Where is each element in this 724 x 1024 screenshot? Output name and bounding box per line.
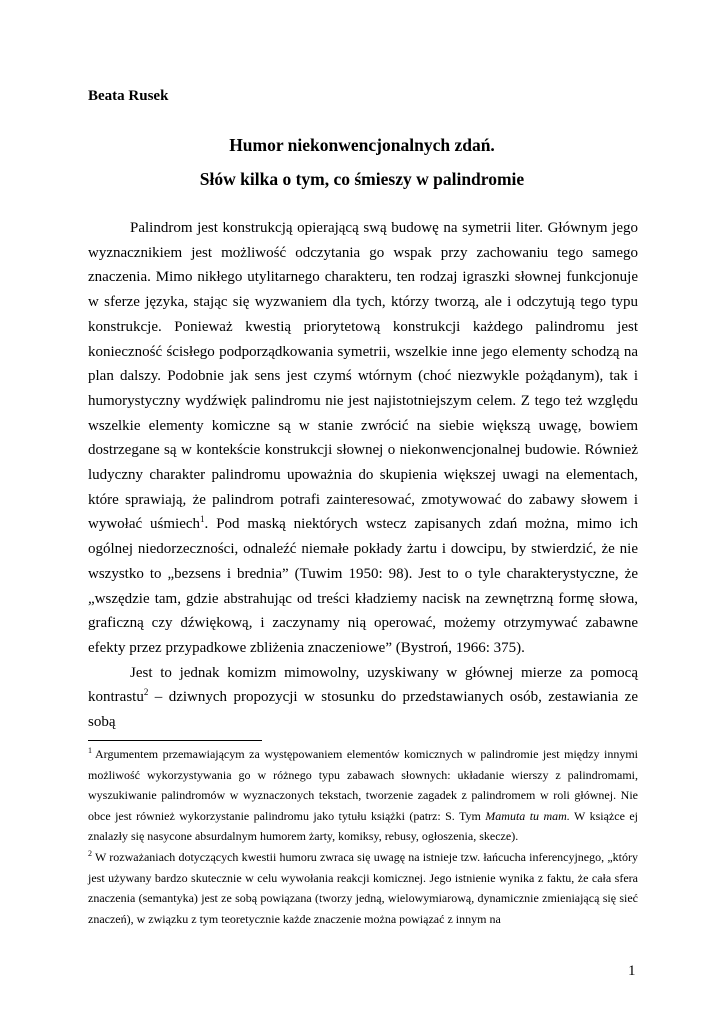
- footnote-2-mark: 2: [88, 848, 92, 858]
- paragraph-2: [88, 661, 638, 735]
- footnote-1-book-title: Mamuta tu mam.: [485, 808, 570, 823]
- footnote-separator: [88, 740, 262, 741]
- footnote-1-text-b: W książce ej znalazły się nasycone absurdalnym humorem żarty, komiksy, rebusy, ogłoszenia, skecze).: [88, 808, 638, 844]
- paragraph-1-text-a: Palindrom jest konstrukcją opierającą swą budowę na symetrii liter. Głównym jego wyznacznikiem jest możliwość odczytania go wspak przy zachowaniu tego samego znaczenia. Mimo nikłego utylitarnego charakteru, ten rodzaj igraszki słownej funkcjonuje w sferze języka, stając się wyzwaniem dla tych, którzy tworzą, ale i odczytują tego typu konstrukcje. Ponieważ kwestią priorytetową konstrukcji każdego palindromu jest konieczność ścisłego podporządkowania symetrii, wszelkie inne jego elementy schodzą na plan dalszy. Podobnie jak sens jest czymś wtórnym (choć niezwykle pożądanym), tak i humorystyczny wydźwięk palindromu nie jest najistotniejszym celem. Z tego też względu wszelkie elementy komiczne są w stanie zwrócić na siebie większą uwagę, bowiem dostrzegane są w kontekście konstrukcji słownej o niekonwencjonalnej budowie. Również ludyczny charakter palindromu upoważnia do skupienia większej uwagi na elementach, które sprawiają, że palindrom potrafi zainteresować, zmotywować do zabawy słowem i wywołać uśmiech: [88, 220, 638, 533]
- page-number: 1: [628, 963, 636, 979]
- body-text: [88, 216, 638, 735]
- title-line-2: Słów kilka o tym, co śmieszy w palindromie: [199, 169, 525, 189]
- footnote-1-mark: 1: [88, 746, 92, 755]
- paragraph-1: [88, 216, 638, 661]
- title-line-1: Humor niekonwencjonalnych zdań.: [229, 135, 495, 155]
- paragraph-2-text-a: Jest to jednak komizm mimowolny, uzyskiwany w głównej mierze za pomocą kontrastu: [88, 664, 638, 706]
- footnote-1-text-a: Argumentem przemawiającym za występowaniem elementów komicznych w palindromie jest między innymi możliwość wykorzystywania go w różnego typu zabawach słownych: układanie wierszy z palindromami, wyszukiwanie palindromów w wyznaczonych tekstach, tworzenie zagadek z palindromem w roli głównej. Nie obce jest również wykorzystanie palindromu jako tytułu książki (patrz: S. Tym: [88, 747, 638, 823]
- author-name: Beata Rusek: [88, 88, 169, 104]
- paragraph-1-text-b: . Pod maską niektórych wstecz zapisanych zdań można, mimo ich ogólnej niedorzeczności, odnaleźć niemałe pokłady żartu i dowcipu, by stwierdzić, że nie wszystko to „bezsens i brednia” (Tuwim 1950: 98). Jest to o tyle charakterystyczne, że „wszędzie tam, gdzie abstrahując od treści kładziemy nacisk na zewnętrzną formę słowa, graficzną czy dźwiękową, i zaczynamy nią operować, możemy otrzymywać zabawne efekty przez przypadkowe zbliżenia znaczeniowe” (Bystroń, 1966: 375).: [88, 516, 638, 656]
- footnote-ref-2[interactable]: 2: [143, 687, 149, 698]
- paragraph-2-text-b: – dziwnych propozycji w stosunku do przedstawianych osób, zestawiania ze sobą: [88, 689, 638, 731]
- footnote-ref-1[interactable]: 1: [200, 514, 205, 525]
- footnotes: [88, 744, 638, 929]
- footnote-1: [88, 744, 638, 847]
- footnote-2-text: W rozważaniach dotyczących kwestii humoru zwraca się uwagę na istnieje tzw. łańcucha inferencyjnego, „który jest używany bardzo skutecznie w celu wywołania reakcji komicznej. Jego istnienie wynika z faktu, że cała sfera znaczenia (semantyka) jest ze sobą powiązana (tworzy jedną, wielowymiarową, dynamicznie zmieniającą się sieć znaczeń), w związku z tym teoretycznie każde znaczenie można powiązać z innym na: [88, 849, 638, 926]
- footnote-2: [88, 847, 638, 929]
